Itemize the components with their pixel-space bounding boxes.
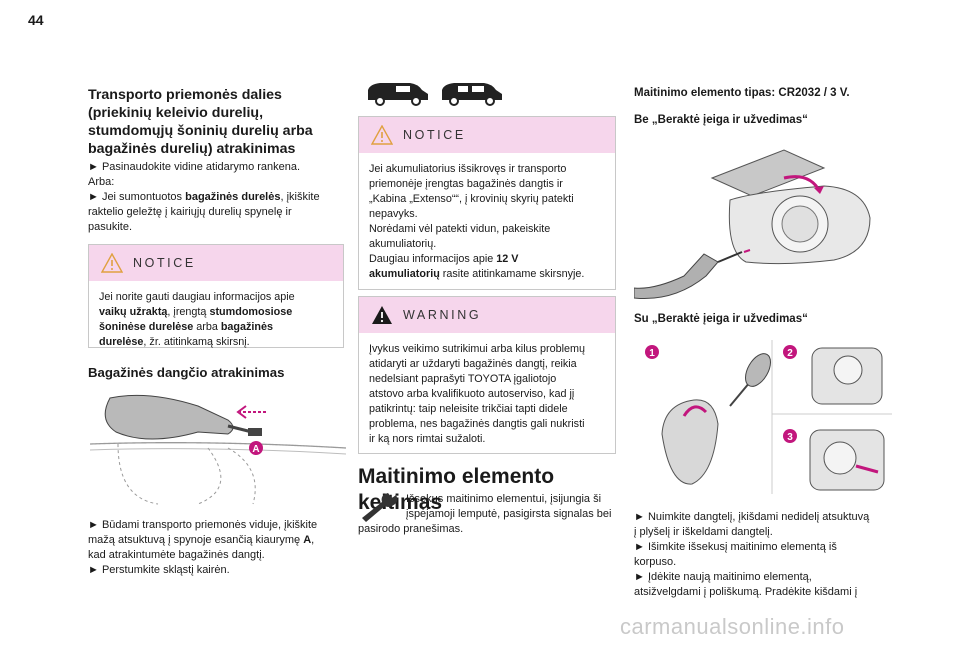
- step-label-2: 2: [787, 348, 793, 359]
- key-battery-illustration-2: [634, 334, 892, 498]
- step-label-3: 3: [787, 432, 793, 443]
- figure-label-a: A: [252, 444, 260, 455]
- tailgate-steps: ► Būdami transporto priemonės viduje, įkiškite mažą atsuktuvą į spynoje esančią kiaurymę A, kad atrakintumėte bagažinės dangtį. ► Perstumkite skląstį kairėn.: [88, 519, 318, 576]
- page-number: 44: [28, 12, 44, 28]
- step-label-1: 1: [649, 348, 655, 359]
- van-icons: [366, 80, 510, 106]
- battery-steps: ► Nuimkite dangtelį, įkišdami nedidelį atsuktuvą į plyšelį ir iškeldami dangtelį. ► Išimkite išsekusį maitinimo elementą iš korpuso. ► Įdėkite naują maitinimo elementą, atsižvelgdami į poliškumą. Pradėkite kišdami į: [634, 511, 870, 598]
- intro-text: ► Pasinaudokite vidine atidarymo rankena. Arba: ► Jei sumontuotos bagažinės durelės, įkiškite raktelio geležtę į kairiųjų durelių spynelę ir pasukite.: [88, 161, 320, 233]
- notice-label: NOTICE: [133, 256, 196, 270]
- van-icon-2: [442, 83, 502, 105]
- watermark: carmanualsonline.info: [620, 614, 845, 639]
- hand-shape: [105, 395, 233, 439]
- van-icon-1: [368, 83, 428, 105]
- subtitle-with-keyless: Su „Beraktė įeiga ir užvedimas“: [634, 313, 808, 325]
- warning-triangle-icon: [101, 253, 123, 273]
- notice-label: NOTICE: [403, 128, 466, 142]
- key-battery-illustration-1: [634, 148, 892, 306]
- warning-box-tailgate: WARNING Įvykus veikimo sutrikimui arba kilus problemų atidaryti ar uždaryti bagažinės dangtį, reikia nedelsiant paprašyti TOYOTA įgaliotojo atstovo arba kvalifikuoto autoserviso, kad jį patikrintų: taip neleisite trikčiai tapti didele problema, nes bagažinės dangtis gali nukristi ir ką nors rimtai sužaloti.: [358, 296, 616, 454]
- battery-intro-text: Išsekus maitinimo elementui, įsijungia ši įspėjamoji lemputė, pasigirsta signalas bei pasirodo pranešimas.: [358, 493, 612, 535]
- tailgate-lock-illustration: [88, 388, 348, 506]
- section-title-unlock: Transporto priemonės dalies (priekinių keleivio durelių, stumdomųjų šoninių durelių arba bagažinės durelių) atrakinimas: [88, 87, 313, 157]
- subtitle-without-keyless: Be „Beraktė įeiga ir užvedimas“: [634, 114, 808, 126]
- warning-label: WARNING: [403, 308, 482, 322]
- section-subtitle-tailgate: Bagažinės dangčio atrakinimas: [88, 365, 285, 380]
- notice-box-child-lock: NOTICE Jei norite gauti daugiau informacijos apie vaikų užraktą, įrengtą stumdomosiose šoninėse durelėse arba bagažinės durelėse, žr. atitinkamą skirsnį.: [88, 244, 344, 348]
- battery-type-text: Maitinimo elemento tipas: CR2032 / 3 V.: [634, 87, 850, 99]
- section-title-battery: Maitinimo elemento keitimas: [358, 465, 555, 514]
- warning-triangle-icon: [371, 125, 393, 145]
- warning-filled-triangle-icon: [371, 305, 393, 325]
- notice-box-battery: NOTICE Jei akumuliatorius išsikrovęs ir transporto priemonėje įrengtas bagažinės dangtis ir „Kabina „Extenso““, į krovinių skyrių patekti nepavyks. Norėdami vėl patekti vidun, pakeiskite akumuliatorių. Daugiau informacijos apie 12 V akumuliatorių rasite atitinkamame skirsnyje.: [358, 116, 616, 290]
